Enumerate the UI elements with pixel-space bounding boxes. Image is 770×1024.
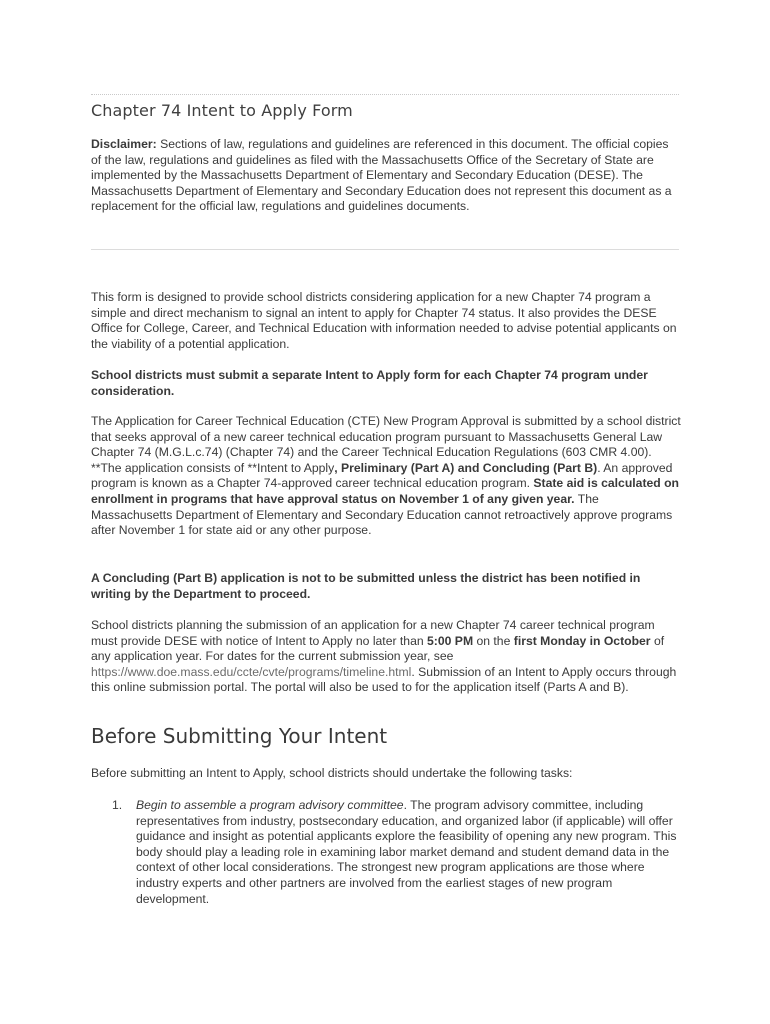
application-bold-1: , Preliminary (Part A) and Concluding (Part B): [334, 460, 598, 475]
intro-paragraph: This form is designed to provide school districts considering application for a new Chapter 74 program a simple and direct mechanism to signal an intent to apply for Chapter 74 status. It also provides the DESE Office for College, Career, and Technical Education with information needed to advise potential applicants on the viability of a potential application.: [91, 290, 677, 351]
deadline-paragraph: [91, 618, 681, 696]
task-text: . The program advisory committee, including representatives from industry, postsecondary education, and organized labor (if applicable) will offer guidance and insight as potential applicants explore the feasibility of opening any new program. This body should play a leading role in examining labor market demand and student demand data in the context of other local considerations. The strongest new program applications are those where industry experts and other partners are involved from the earliest stages of new program development.: [136, 798, 677, 906]
deadline-text-4: . Submission of an Intent to Apply occurs through this online submission portal. The portal will also be used to for the application itself (Parts A and B).: [91, 664, 677, 695]
page-title: Chapter 74 Intent to Apply Form: [91, 101, 353, 120]
deadline-text-2: on the: [473, 633, 514, 648]
deadline-text-1: School districts planning the submission of an application for a new Chapter 74 career technical program must provide DESE with notice of Intent to Apply no later than: [91, 618, 655, 648]
application-text-3: The Massachusetts Department of Elementary and Secondary Education cannot retroactively approve programs after November 1 for state aid or any other purpose.: [91, 491, 673, 538]
task-lead: Begin to assemble a program advisory committee: [136, 798, 404, 812]
disclaimer-text: Sections of law, regulations and guidelines are referenced in this document. The official copies of the law, regulations and guidelines as filed with the Massachusetts Office of the Secretary of State are implemented by the Massachusetts Department of Elementary and Secondary Education (DESE). The Massachusetts Department of Elementary and Secondary Education does not represent this document as a replacement for the official law, regulations and guidelines documents.: [91, 137, 672, 214]
application-bold-2: State aid is calculated on enrollment in programs that have approval status on November 1 of any given year.: [91, 476, 679, 506]
application-paragraph: [91, 414, 681, 539]
section-divider: [91, 249, 679, 250]
section-heading: Before Submitting Your Intent: [91, 724, 388, 748]
list-item: [112, 798, 682, 907]
top-divider: [91, 94, 679, 95]
application-text-1: The Application for Career Technical Education (CTE) New Program Approval is submitted by a school district that seeks approval of a new career technical education program pursuant to Massachusetts General Law Chapter 74 (M.G.L.c.74) (Chapter 74) and the Career Technical Education Regulations (603 CMR 4.00). **The application consists of **Intent to Apply: [91, 414, 681, 475]
timeline-link[interactable]: https://www.doe.mass.edu/ccte/cvte/programs/timeline.html: [91, 664, 412, 679]
application-text-2: . An approved program is known as a Chapter 74-approved career technical education program.: [91, 460, 673, 491]
section-intro: Before submitting an Intent to Apply, school districts should undertake the following tasks:: [91, 766, 573, 780]
separate-form-notice: School districts must submit a separate Intent to Apply form for each Chapter 74 program under consideration.: [91, 368, 648, 398]
list-item-body: [136, 798, 682, 907]
task-list: [112, 798, 682, 907]
deadline-time: 5:00 PM: [427, 633, 474, 648]
concluding-notice: A Concluding (Part B) application is not to be submitted unless the district has been notified in writing by the Department to proceed.: [91, 571, 641, 601]
deadline-text-3: of any application year. For dates for the current submission year, see: [91, 633, 665, 664]
disclaimer-paragraph: [91, 137, 681, 215]
deadline-day: first Monday in October: [513, 633, 651, 648]
list-item-number: 1.: [112, 798, 123, 812]
disclaimer-label: Disclaimer:: [91, 137, 157, 151]
